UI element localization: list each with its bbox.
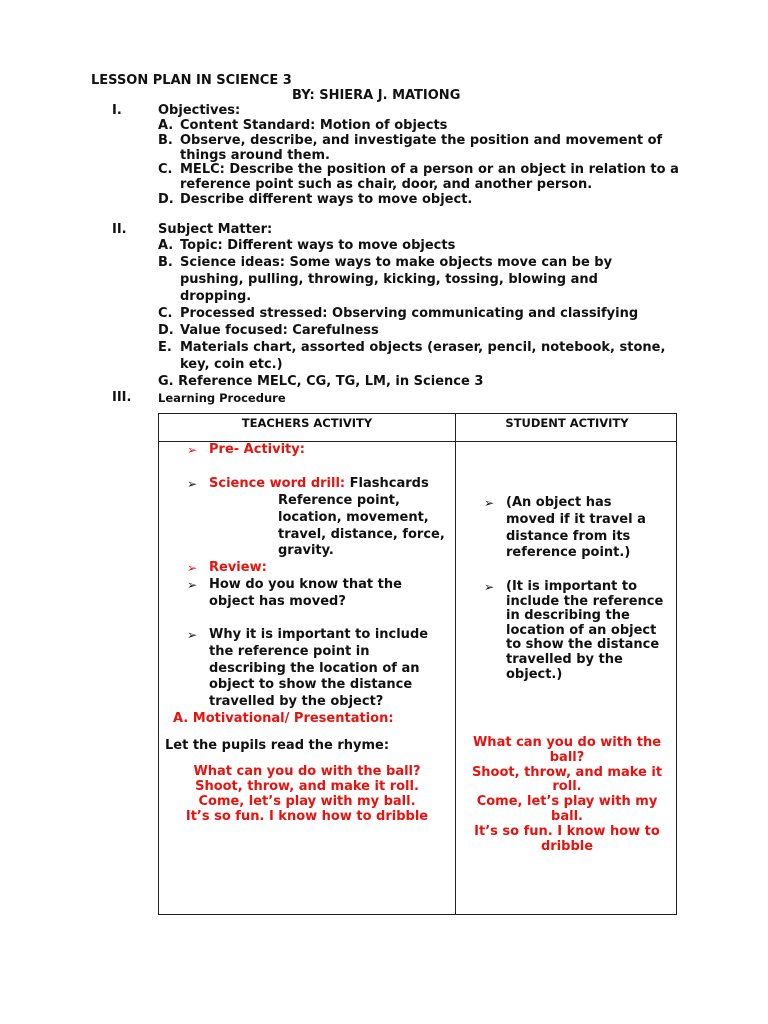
answer-text: (An object has moved if it travel a distance from its reference point.) — [506, 495, 646, 561]
pre-activity-item — [187, 442, 447, 459]
document-title: LESSON PLAN IN SCIENCE 3 — [91, 73, 292, 88]
review-item — [187, 560, 447, 577]
item-marker: B. — [158, 255, 173, 270]
item-marker: D. — [158, 323, 174, 338]
student-answer — [484, 580, 674, 682]
arrow-bullet-icon: ➢ — [187, 628, 198, 642]
rhyme-line: Come, let’s play with my ball. — [198, 794, 416, 809]
student-activity-header: STUDENT ACTIVITY — [505, 416, 629, 430]
item-text: Observe, describe, and investigate the position and movement of things around them. — [180, 133, 663, 163]
arrow-bullet-icon: ➢ — [187, 578, 198, 592]
subject-item — [158, 238, 688, 255]
objective-item — [158, 162, 688, 192]
arrow-bullet-icon: ➢ — [187, 477, 198, 491]
item-text: Content Standard: Motion of objects — [180, 118, 448, 133]
teacher-rhyme — [159, 764, 455, 824]
word-drill-label: Science word drill: — [209, 476, 346, 491]
arrow-bullet-icon: ➢ — [187, 561, 198, 575]
item-marker: C. — [158, 306, 173, 321]
item-marker: A. — [158, 238, 174, 253]
question-text: How do you know that the object has moved? — [209, 577, 402, 609]
student-answer — [484, 495, 664, 562]
subject-item — [158, 323, 688, 340]
item-text: Describe different ways to move object. — [180, 192, 473, 207]
item-text: Value focused: Carefulness — [180, 323, 379, 338]
item-text: Materials chart, assorted objects (eraser, pencil, notebook, stone, key, coin etc.) — [180, 340, 666, 372]
item-text: MELC: Describe the position of a person or an object in relation to a reference point such as chair, door, and another person. — [180, 162, 679, 192]
review-question — [187, 577, 427, 611]
item-marker: D. — [158, 192, 174, 207]
section-number-subject-matter: II. — [112, 222, 127, 237]
subject-reference: G. Reference MELC, CG, TG, LM, in Science 3 — [158, 374, 484, 389]
word-drill-words: Reference point, location, movement, travel, distance, force, gravity. — [278, 493, 445, 559]
rhyme-line: What can you do with the ball? — [472, 735, 662, 765]
section-heading-procedure: Learning Procedure — [158, 391, 286, 405]
arrow-bullet-icon: ➢ — [484, 496, 495, 510]
item-marker: C. — [158, 162, 173, 177]
rhyme-line: Shoot, throw, and make it roll. — [471, 764, 663, 795]
subject-item — [158, 255, 638, 305]
item-marker: B. — [158, 133, 173, 148]
pre-activity-label: Pre- Activity: — [209, 442, 305, 457]
subject-item — [158, 340, 688, 374]
item-text: Topic: Different ways to move objects — [180, 238, 456, 253]
motivational-heading: A. Motivational/ Presentation: — [173, 711, 394, 726]
subject-item — [158, 306, 688, 323]
answer-text: (It is important to include the reference in describing the location of an object to show the distance travelled by the object.) — [506, 579, 664, 682]
section-heading-objectives: Objectives: — [158, 103, 241, 118]
item-text: Processed stressed: Observing communicating and classifying — [180, 306, 639, 321]
item-text: Science ideas: Some ways to make objects move can be by pushing, pulling, throwing, kicking, tossing, blowing and dropping. — [180, 255, 613, 304]
section-heading-subject-matter: Subject Matter: — [158, 222, 273, 237]
section-number-objectives: I. — [112, 103, 122, 118]
item-marker: E. — [158, 340, 172, 355]
rhyme-line: What can you do with the ball? — [193, 764, 421, 779]
document-author: BY: SHIERA J. MATIONG — [292, 88, 461, 103]
section-number-procedure: III. — [112, 390, 132, 405]
objective-item — [158, 133, 688, 163]
student-rhyme — [459, 736, 675, 854]
question-text: Why it is important to include the reference point in describing the location of an object to show the distance travelled by the object? — [209, 627, 429, 710]
activity-table — [158, 413, 677, 915]
rhyme-line: Come, let’s play with my ball. — [476, 794, 658, 824]
rhyme-line: It’s so fun. I know how to dribble — [185, 809, 429, 824]
rhyme-line: It’s so fun. I know how to dribble — [474, 823, 660, 854]
teacher-activity-header: TEACHERS ACTIVITY — [241, 416, 373, 430]
review-question — [187, 627, 447, 711]
objective-item — [158, 192, 688, 209]
word-drill-tail: Flashcards — [349, 476, 429, 491]
arrow-bullet-icon: ➢ — [187, 443, 198, 457]
item-marker: A. — [158, 118, 174, 133]
review-label: Review: — [209, 560, 267, 575]
let-pupils-instruction: Let the pupils read the rhyme: — [165, 738, 390, 753]
arrow-bullet-icon: ➢ — [484, 580, 495, 594]
rhyme-line: Shoot, throw, and make it roll. — [195, 779, 419, 794]
word-drill-item — [187, 476, 457, 493]
